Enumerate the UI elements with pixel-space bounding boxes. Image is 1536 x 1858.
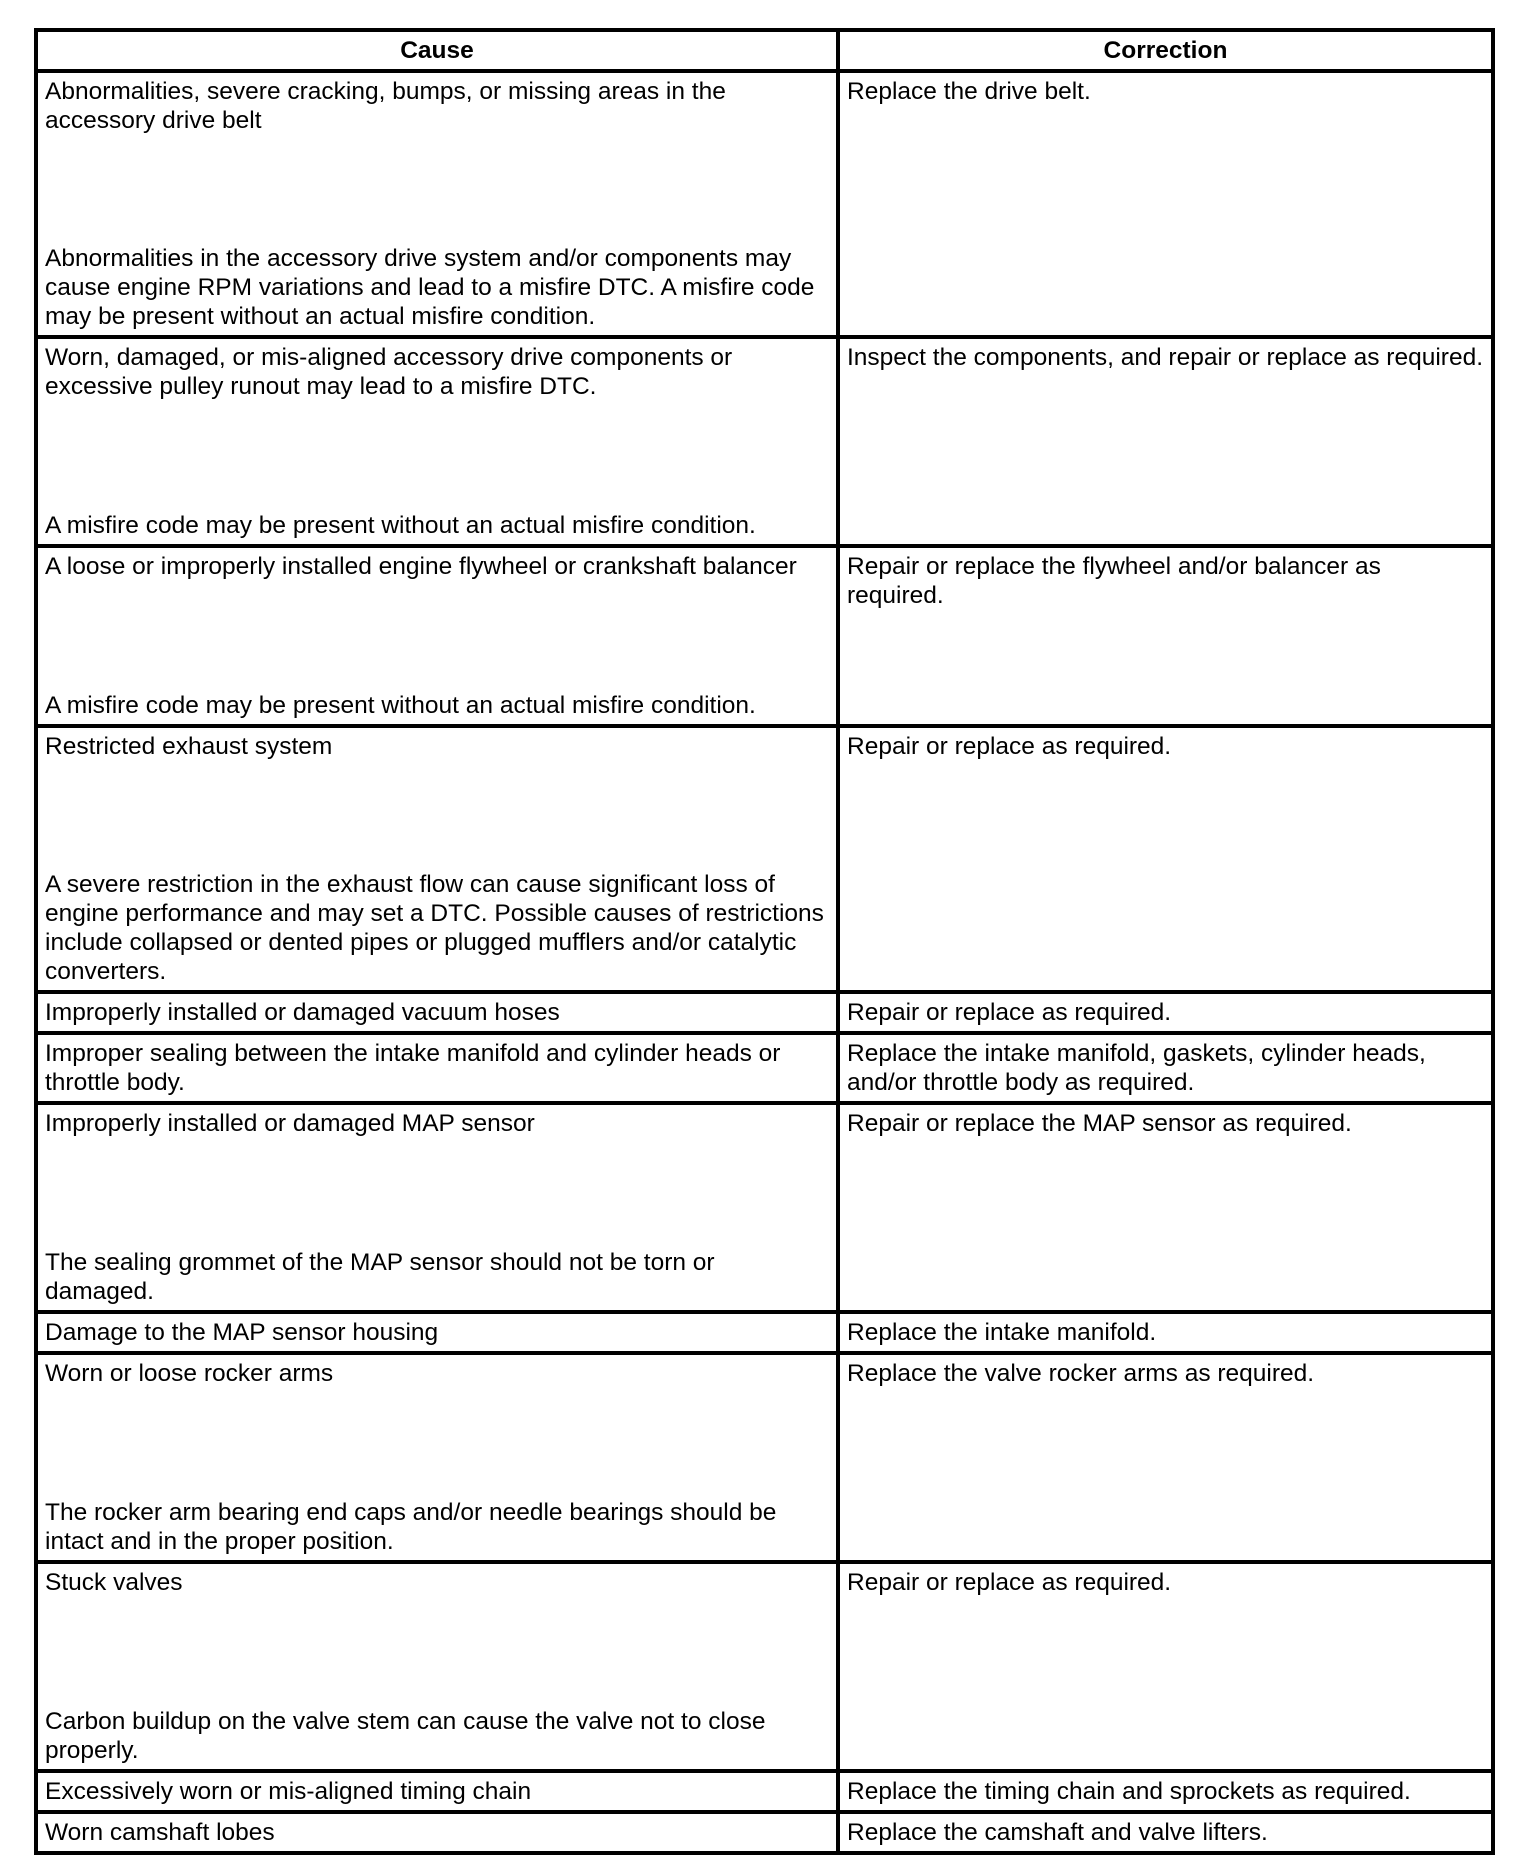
cause-cell xyxy=(36,1033,838,1103)
correction-text: Repair or replace the MAP sensor as required. xyxy=(847,1110,1352,1137)
column-header-correction: Correction xyxy=(838,30,1493,71)
cause-cell xyxy=(36,1353,838,1562)
cause-cell xyxy=(36,1771,838,1812)
table-row xyxy=(36,1353,1493,1562)
cause-cell xyxy=(36,726,838,992)
cause-text: Improper sealing between the intake manifold and cylinder heads or throttle body. xyxy=(45,1040,781,1096)
correction-text: Repair or replace as required. xyxy=(847,1569,1172,1596)
cause-text: Worn, damaged, or mis-aligned accessory drive components or excessive pulley runout may lead to a misfire DTC. xyxy=(45,344,733,400)
correction-text: Replace the intake manifold, gaskets, cylinder heads, and/or throttle body as required. xyxy=(847,1040,1426,1096)
correction-cell xyxy=(838,546,1493,726)
cause-correction-table xyxy=(34,28,1495,1855)
table-row xyxy=(36,1033,1493,1103)
column-header-cause: Cause xyxy=(36,30,838,71)
correction-cell xyxy=(838,992,1493,1033)
correction-cell xyxy=(838,1353,1493,1562)
correction-text: Replace the camshaft and valve lifters. xyxy=(847,1819,1268,1846)
cause-text: Damage to the MAP sensor housing xyxy=(45,1319,439,1346)
cause-text: Stuck valves xyxy=(45,1569,183,1596)
cause-text: Improperly installed or damaged vacuum hoses xyxy=(45,999,560,1026)
table-row xyxy=(36,546,1493,726)
correction-cell xyxy=(838,726,1493,992)
correction-cell xyxy=(838,1562,1493,1771)
correction-text: Replace the timing chain and sprockets as required. xyxy=(847,1778,1411,1805)
table-row xyxy=(36,337,1493,546)
cause-note: Carbon buildup on the valve stem can cause the valve not to close properly. xyxy=(45,1708,766,1764)
table-row xyxy=(36,1312,1493,1353)
cause-cell xyxy=(36,1812,838,1853)
correction-cell xyxy=(838,71,1493,337)
cause-note: The rocker arm bearing end caps and/or needle bearings should be intact and in the proper position. xyxy=(45,1499,777,1555)
cause-text: Improperly installed or damaged MAP sensor xyxy=(45,1110,535,1137)
cause-cell xyxy=(36,337,838,546)
correction-cell xyxy=(838,1033,1493,1103)
cause-text: A loose or improperly installed engine flywheel or crankshaft balancer xyxy=(45,553,797,580)
cause-text: Worn camshaft lobes xyxy=(45,1819,275,1846)
cause-cell xyxy=(36,1103,838,1312)
correction-cell xyxy=(838,337,1493,546)
correction-cell xyxy=(838,1812,1493,1853)
cause-text: Worn or loose rocker arms xyxy=(45,1360,334,1387)
cause-note: A severe restriction in the exhaust flow can cause significant loss of engine performance and may set a DTC. Possible causes of restrictions include collapsed or dented pipes or plugged mufflers and/or catalytic converters. xyxy=(45,871,824,985)
table-row xyxy=(36,1103,1493,1312)
correction-text: Replace the drive belt. xyxy=(847,78,1091,105)
cause-note: Abnormalities in the accessory drive system and/or components may cause engine RPM variations and lead to a misfire DTC. A misfire code may be present without an actual misfire condition. xyxy=(45,245,815,330)
cause-text: Excessively worn or mis-aligned timing chain xyxy=(45,1778,532,1805)
correction-text: Replace the intake manifold. xyxy=(847,1319,1157,1346)
cause-cell xyxy=(36,546,838,726)
cause-note: A misfire code may be present without an actual misfire condition. xyxy=(45,692,756,719)
correction-text: Replace the valve rocker arms as required. xyxy=(847,1360,1315,1387)
table-row xyxy=(36,1812,1493,1853)
table-row xyxy=(36,992,1493,1033)
cause-cell xyxy=(36,71,838,337)
correction-cell xyxy=(838,1103,1493,1312)
correction-cell xyxy=(838,1312,1493,1353)
correction-text: Repair or replace as required. xyxy=(847,999,1172,1026)
cause-cell xyxy=(36,1312,838,1353)
cause-note: A misfire code may be present without an actual misfire condition. xyxy=(45,512,756,539)
table-row xyxy=(36,1562,1493,1771)
cause-cell xyxy=(36,1562,838,1771)
cause-cell xyxy=(36,992,838,1033)
cause-text: Restricted exhaust system xyxy=(45,733,333,760)
correction-text: Repair or replace as required. xyxy=(847,733,1172,760)
table-row xyxy=(36,71,1493,337)
correction-text: Repair or replace the flywheel and/or balancer as required. xyxy=(847,553,1381,609)
table-header-row xyxy=(36,30,1493,71)
correction-text: Inspect the components, and repair or replace as required. xyxy=(847,344,1484,371)
table-row xyxy=(36,726,1493,992)
cause-text: Abnormalities, severe cracking, bumps, or missing areas in the accessory drive belt xyxy=(45,78,726,134)
table-row xyxy=(36,1771,1493,1812)
correction-cell xyxy=(838,1771,1493,1812)
cause-note: The sealing grommet of the MAP sensor should not be torn or damaged. xyxy=(45,1249,715,1305)
